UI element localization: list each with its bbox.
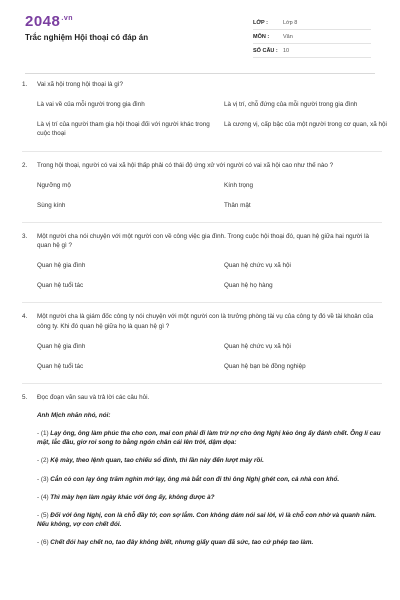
- question-text: Trong hội thoại, người có vai xã hội thấp phải có thái độ ứng xử với người có vai xã hội cao như thế nào ?: [37, 161, 334, 169]
- line-number: - (4): [37, 493, 51, 501]
- option-a[interactable]: Là vai về của mỗi người trong gia đình: [37, 101, 145, 109]
- meta-row-count: [253, 44, 371, 58]
- option-d[interactable]: Là cương vị, cấp bậc của một người trong cơ quan, xã hội: [224, 121, 387, 129]
- passage-line: [37, 538, 382, 547]
- line-number: - (1): [37, 430, 51, 438]
- option-b[interactable]: Là vị trí, chỗ đứng của mỗi người trong gia đình: [224, 101, 358, 109]
- option-b[interactable]: Quan hệ chức vụ xã hội: [224, 342, 291, 350]
- line-text: Kệ mày, theo lệnh quan, tao chiếu sổ đinh, thì lần này đến lượt mày rồi.: [50, 457, 264, 465]
- passage-line: [37, 456, 382, 465]
- site-logo[interactable]: [25, 13, 73, 30]
- question-divider: [22, 151, 382, 152]
- option-d[interactable]: Quan hệ bạn bè đồng nghiệp: [224, 362, 306, 370]
- option-list: [37, 261, 382, 290]
- question-number: 3.: [22, 232, 28, 240]
- line-text: Đối với ông Nghị, con là chỗ đầy tớ, con sợ lắm. Con không dám nói sai lời, vì là chỗ con nhờ và quanh năm. Nếu không, vợ con chết đói.: [37, 511, 377, 528]
- meta-label: LỚP :: [253, 19, 268, 26]
- reading-passage: [37, 411, 382, 547]
- header: [0, 0, 400, 66]
- question-1: [22, 80, 387, 139]
- question-number: 5.: [22, 393, 28, 401]
- line-number: - (2): [37, 457, 51, 465]
- option-d[interactable]: Quan hệ họ hàng: [224, 282, 273, 290]
- option-c[interactable]: Quan hệ tuổi tác: [37, 282, 84, 290]
- meta-row-subject: [253, 30, 371, 44]
- passage-line: [37, 411, 382, 420]
- passage-line: [37, 493, 382, 502]
- meta-row-class: [253, 16, 371, 30]
- question-4: [22, 312, 382, 371]
- question-number: 4.: [22, 313, 28, 321]
- line-text: Anh Mịch nhăn nhó, nói:: [37, 412, 111, 419]
- line-number: - (6): [37, 539, 51, 546]
- question-text: Một người cha là giám đốc công ty nói chuyện với một người con là trưởng phòng tài vụ của công ty đó về tài khoản của công ty. Khi đó quan hệ giữa họ là quan hệ gì ?: [37, 313, 374, 330]
- question-5: [22, 393, 382, 547]
- option-c[interactable]: Quan hệ tuổi tác: [37, 362, 84, 370]
- question-number: 1.: [22, 81, 28, 88]
- question-text: Vai xã hội trong hội thoại là gì?: [37, 81, 123, 88]
- line-number: - (5): [37, 511, 51, 519]
- option-a[interactable]: Quan hệ gia đình: [37, 262, 86, 270]
- meta-value: Lớp 8: [283, 19, 298, 26]
- meta-label: MÔN :: [253, 33, 270, 40]
- logo-text: 2048: [25, 13, 61, 30]
- option-b[interactable]: Quan hệ chức vụ xã hội: [224, 262, 291, 270]
- passage-line: [37, 475, 382, 484]
- option-b[interactable]: Kính trọng: [224, 181, 254, 189]
- option-list: [37, 181, 382, 210]
- option-d[interactable]: Thân mật: [224, 201, 251, 209]
- meta-value: 10: [283, 47, 290, 54]
- page-title: Trắc nghiệm Hội thoại có đáp án: [25, 33, 149, 42]
- question-divider: [22, 302, 382, 303]
- logo-suffix: .vn: [61, 15, 73, 22]
- line-text: Chết đói hay chết no, tao đây không biết, nhưng giấy quan đã sức, tao cứ phép tao làm.: [50, 539, 314, 546]
- meta-value: Văn: [283, 33, 293, 40]
- question-divider: [22, 383, 382, 384]
- line-text: Thì mày hẹn làm ngày khác với ông ấy, không được à?: [50, 493, 215, 501]
- option-a[interactable]: Quan hệ gia đình: [37, 342, 86, 350]
- passage-line: [37, 429, 382, 447]
- meta-table: [253, 16, 371, 58]
- question-number: 2.: [22, 161, 28, 169]
- question-text: Đọc đoạn văn sau và trả lời các câu hỏi.: [37, 393, 150, 401]
- meta-label: SỐ CÂU :: [253, 47, 278, 54]
- question-list: [22, 80, 387, 556]
- question-text: Một người cha nói chuyện với một người con về công việc gia đình. Trong cuộc hội thoại đó, quan hệ giữa hai người là quan hệ gì ?: [37, 232, 369, 249]
- question-2: [22, 161, 382, 210]
- option-list: [37, 100, 387, 138]
- option-list: [37, 342, 382, 371]
- line-number: - (3): [37, 475, 51, 483]
- line-text: Cắn cỏ con lạy ông trăm nghìn mớ lạy, ông mà bắt con đi thì ông Nghị ghét con, cả nhà con khổ.: [50, 475, 340, 483]
- header-divider: [25, 73, 375, 74]
- option-c[interactable]: Sùng kính: [37, 201, 66, 209]
- option-a[interactable]: Ngưỡng mộ: [37, 181, 71, 189]
- line-text: Lạy ông, ông làm phúc tha cho con, mai con phải đi làm trừ nợ cho ông Nghị kẻo ông ấy đánh chết. Ông lí cau mặt, lắc đầu, giơ roi song to bằng ngón chân cái lên trời, dậm dọa:: [37, 430, 381, 447]
- question-divider: [22, 222, 382, 223]
- question-3: [22, 232, 382, 291]
- passage-line: [37, 511, 382, 529]
- option-c[interactable]: Là vị trí của người tham gia hội thoại đối với người khác trong cuộc thoại: [37, 121, 210, 138]
